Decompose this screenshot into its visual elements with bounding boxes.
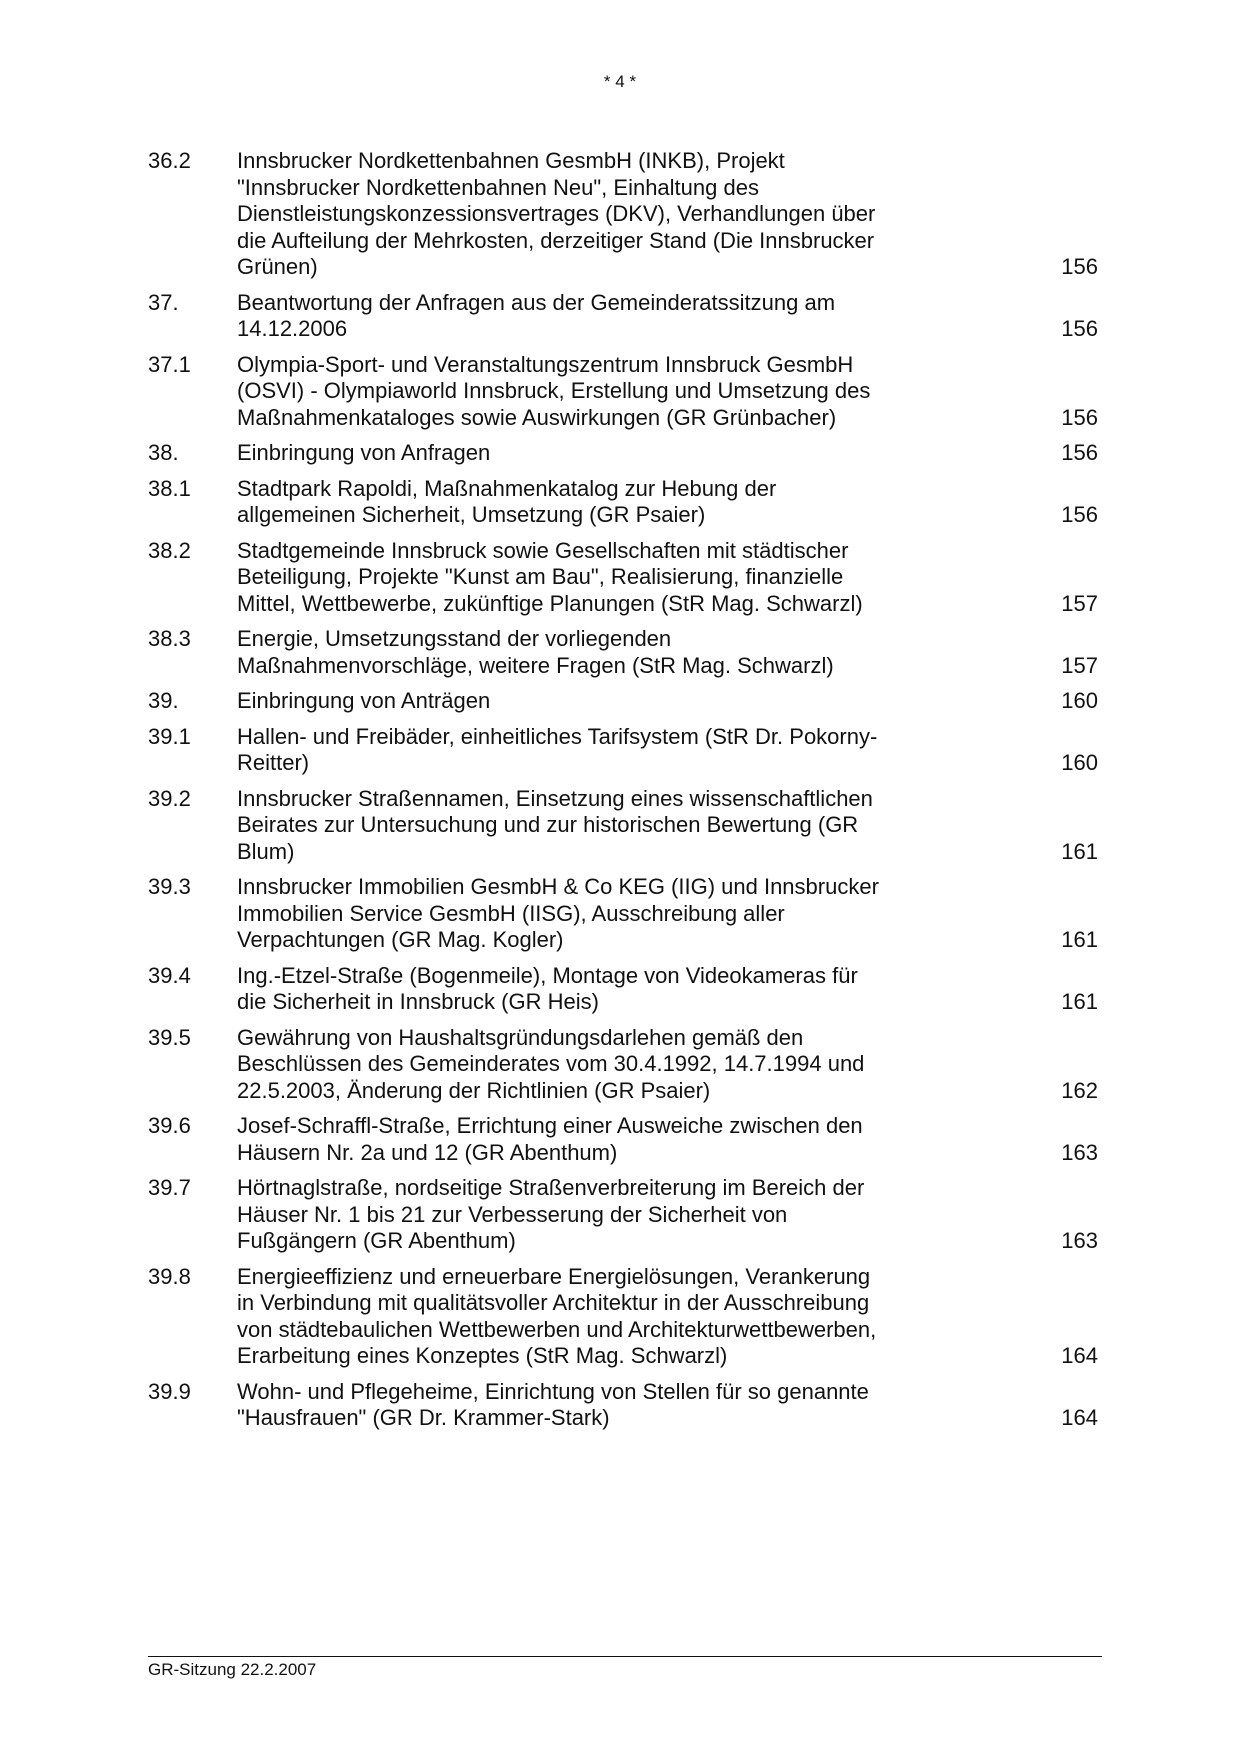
toc-entry-page: 163 [1061, 1139, 1098, 1165]
toc-entry [148, 352, 1098, 432]
toc-entry-title: Stadtpark Rapoldi, Maßnahmenkatalog zur Hebung der allgemeinen Sicherheit, Umsetzung (GR Psaier) [237, 475, 777, 527]
footer-divider [148, 1656, 1102, 1657]
toc-entry-title: Innsbrucker Straßennamen, Einsetzung eines wissenschaftlichen Beirates zur Untersuchung und zur historischen Bewertung (GR Blum) [237, 785, 873, 864]
toc-entry-title: Olympia-Sport- und Veranstaltungszentrum Innsbruck GesmbH (OSVI) - Olympiaworld Innsbruck, Erstellung und Umsetzung des Maßnahmenkataloges sowie Auswirkungen (GR Grünbacher) [237, 351, 871, 430]
toc-entry [148, 440, 1098, 467]
toc-entry-number: 39.2 [148, 785, 191, 811]
toc-entry-number: 38.3 [148, 626, 191, 651]
toc-entry-number: 38.1 [148, 475, 191, 501]
toc-entry-title: Ing.-Etzel-Straße (Bogenmeile), Montage von Videokameras für die Sicherheit in Innsbruck (GR Heis) [237, 962, 858, 1014]
toc-entry [148, 963, 1098, 1016]
toc-entry-page: 161 [1061, 989, 1098, 1014]
toc-entry-title: Josef-Schraffl-Straße, Errichtung einer Ausweiche zwischen den Häusern Nr. 2a und 12 (GR Abenthum) [237, 1113, 863, 1165]
toc-entry-number: 36.2 [148, 148, 191, 173]
toc-entry-number: 39. [148, 688, 179, 713]
toc-entry-title: Einbringung von Anträgen [237, 688, 491, 713]
toc-entry-title: Einbringung von Anfragen [237, 440, 491, 465]
toc-entry [148, 688, 1098, 715]
toc-entry-number: 39.6 [148, 1113, 191, 1138]
toc-entry-number: 38.2 [148, 537, 191, 563]
toc-entry-number: 39.8 [148, 1263, 191, 1289]
toc-entry [148, 1025, 1098, 1105]
toc-entry-title: Beantwortung der Anfragen aus der Gemeinderatssitzung am 14.12.2006 [237, 289, 836, 341]
toc-entry [148, 1264, 1098, 1370]
toc-entry [148, 724, 1098, 777]
toc-entry-page: 156 [1061, 316, 1098, 341]
toc-entry-page: 160 [1061, 688, 1098, 713]
toc-entry-title: Wohn- und Pflegeheime, Einrichtung von Stellen für so genannte "Hausfrauen" (GR Dr. Krammer-Stark) [237, 1378, 869, 1430]
toc-entry-number: 39.5 [148, 1024, 191, 1050]
toc-entry-number: 39.1 [148, 723, 191, 749]
toc-entry-number: 38. [148, 440, 179, 465]
toc-entry-page: 164 [1061, 1405, 1098, 1430]
toc-entry-title: Energieeffizienz und erneuerbare Energielösungen, Verankerung in Verbindung mit qualitätsvoller Architektur in der Ausschreibung von städtebaulichen Wettbewerben und Architekturwettbewerben, Erarbeitung eines Konzeptes (StR Mag. Schwarzl) [237, 1263, 877, 1368]
toc-entry-page: 157 [1061, 652, 1098, 678]
toc-entry [148, 148, 1098, 281]
toc-entry-page: 164 [1061, 1343, 1098, 1368]
toc-entry-title: Innsbrucker Immobilien GesmbH & Co KEG (IIG) und Innsbrucker Immobilien Service GesmbH (IISG), Ausschreibung aller Verpachtungen (GR Mag. Kogler) [237, 874, 879, 952]
toc-entry-page: 161 [1061, 838, 1098, 864]
toc-entry-number: 37. [148, 289, 179, 315]
page-number: * 4 * [603, 72, 637, 91]
toc-entry [148, 290, 1098, 343]
toc-entry [148, 1175, 1098, 1255]
toc-entry-title: Stadtgemeinde Innsbruck sowie Gesellschaften mit städtischer Beteiligung, Projekte "Kunst am Bau", Realisierung, finanzielle Mittel, Wettbewerbe, zukünftige Planungen (StR Mag. Schwarzl) [237, 537, 863, 616]
table-of-contents [148, 148, 1098, 1441]
toc-entry-title: Hörtnaglstraße, nordseitige Straßenverbreiterung im Bereich der Häuser Nr. 1 bis 21 zur Verbesserung der Sicherheit von Fußgängern (GR Abenthum) [237, 1175, 865, 1253]
toc-entry-page: 162 [1061, 1077, 1098, 1103]
toc-entry-page: 156 [1061, 254, 1098, 279]
toc-entry-title: Energie, Umsetzungsstand der vorliegenden Maßnahmenvorschläge, weitere Fragen (StR Mag. Schwarzl) [237, 626, 834, 678]
toc-entry-page: 161 [1061, 927, 1098, 952]
toc-entry-number: 39.4 [148, 962, 191, 988]
toc-entry-number: 39.3 [148, 874, 191, 899]
toc-entry-title: Gewährung von Haushaltsgründungsdarlehen gemäß den Beschlüssen des Gemeinderates vom 30.4.1992, 14.7.1994 und 22.5.2003, Änderung der Richtlinien (GR Psaier) [237, 1024, 865, 1103]
toc-entry-page: 156 [1061, 440, 1098, 465]
toc-entry-page: 156 [1061, 404, 1098, 430]
toc-entry [148, 538, 1098, 618]
toc-entry-title: Innsbrucker Nordkettenbahnen GesmbH (INKB), Projekt "Innsbrucker Nordkettenbahnen Neu", Einhaltung des Dienstleistungskonzessionsvertrages (DKV), Verhandlungen über die Aufteilung der Mehrkosten, derzeitiger Stand (Die Innsbrucker Grünen) [237, 148, 876, 279]
toc-entry-number: 37.1 [148, 351, 191, 377]
toc-entry-number: 39.7 [148, 1175, 191, 1200]
toc-entry [148, 874, 1098, 954]
toc-entry [148, 476, 1098, 529]
toc-entry-title: Hallen- und Freibäder, einheitliches Tarifsystem (StR Dr. Pokorny- Reitter) [237, 723, 878, 775]
toc-entry [148, 1379, 1098, 1432]
toc-entry [148, 626, 1098, 679]
toc-entry [148, 786, 1098, 866]
toc-entry-page: 156 [1061, 502, 1098, 527]
toc-entry-page: 157 [1061, 590, 1098, 616]
toc-entry-page: 160 [1061, 750, 1098, 775]
toc-entry-number: 39.9 [148, 1378, 191, 1404]
footer-text: GR-Sitzung 22.2.2007 [148, 1660, 317, 1679]
toc-entry [148, 1113, 1098, 1166]
toc-entry-page: 163 [1061, 1228, 1098, 1253]
